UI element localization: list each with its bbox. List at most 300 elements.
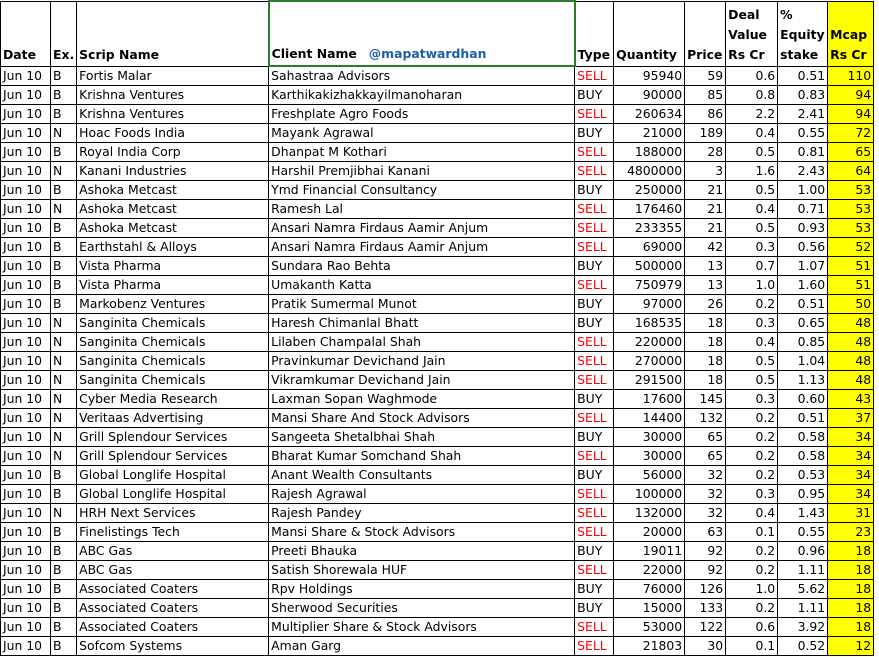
header-price: Price [685, 1, 726, 66]
cell-price: 132 [685, 409, 726, 428]
cell-scrip-name: Sofcom Systems [77, 637, 269, 656]
cell-equity-stake: 1.13 [778, 371, 828, 390]
cell-type: SELL [575, 485, 614, 504]
cell-scrip-name: Ashoka Metcast [77, 181, 269, 200]
cell-client-name: Anant Wealth Consultants [269, 466, 575, 485]
cell-equity-stake: 0.95 [778, 485, 828, 504]
cell-quantity: 21000 [614, 124, 685, 143]
cell-price: 18 [685, 371, 726, 390]
cell-equity-stake: 0.96 [778, 542, 828, 561]
table-row[interactable] [1, 162, 874, 181]
cell-client-name: Preeti Bhauka [269, 542, 575, 561]
table-header [1, 1, 874, 66]
cell-exchange: B [51, 181, 77, 200]
cell-quantity: 17600 [614, 390, 685, 409]
cell-quantity: 95940 [614, 66, 685, 86]
cell-client-name: Ramesh Lal [269, 200, 575, 219]
cell-scrip-name: Krishna Ventures [77, 86, 269, 105]
cell-mcap: 18 [828, 618, 874, 637]
cell-deal-value: 0.3 [726, 390, 778, 409]
cell-client-name: Freshplate Agro Foods [269, 105, 575, 124]
cell-client-name: Sangeeta Shetalbhai Shah [269, 428, 575, 447]
cell-date: Jun 10 [1, 618, 51, 637]
cell-date: Jun 10 [1, 314, 51, 333]
header-deal-value-line3: Rs Cr [728, 46, 765, 62]
cell-equity-stake: 0.55 [778, 124, 828, 143]
cell-exchange: B [51, 66, 77, 86]
cell-equity-stake: 0.51 [778, 295, 828, 314]
cell-deal-value: 0.3 [726, 238, 778, 257]
cell-mcap: 65 [828, 143, 874, 162]
cell-client-name: Sundara Rao Behta [269, 257, 575, 276]
cell-exchange: N [51, 124, 77, 143]
cell-price: 21 [685, 219, 726, 238]
cell-mcap: 53 [828, 200, 874, 219]
cell-mcap: 53 [828, 181, 874, 200]
table-row[interactable] [1, 66, 874, 86]
cell-type: SELL [575, 352, 614, 371]
cell-exchange: N [51, 390, 77, 409]
cell-quantity: 56000 [614, 466, 685, 485]
table-row[interactable] [1, 409, 874, 428]
cell-exchange: B [51, 276, 77, 295]
cell-scrip-name: Sanginita Chemicals [77, 333, 269, 352]
cell-exchange: B [51, 466, 77, 485]
table-row[interactable] [1, 238, 874, 257]
cell-scrip-name: Cyber Media Research [77, 390, 269, 409]
cell-deal-value: 2.2 [726, 105, 778, 124]
table-row[interactable] [1, 599, 874, 618]
cell-scrip-name: HRH Next Services [77, 504, 269, 523]
table-row[interactable] [1, 124, 874, 143]
cell-client-name: Ansari Namra Firdaus Aamir Anjum [269, 219, 575, 238]
cell-price: 126 [685, 580, 726, 599]
cell-scrip-name: Veritaas Advertising [77, 409, 269, 428]
cell-type: SELL [575, 504, 614, 523]
table-row[interactable] [1, 371, 874, 390]
cell-equity-stake: 0.58 [778, 428, 828, 447]
cell-equity-stake: 0.85 [778, 333, 828, 352]
cell-exchange: B [51, 485, 77, 504]
cell-client-name: Sahastraa Advisors [269, 66, 575, 86]
cell-equity-stake: 0.93 [778, 219, 828, 238]
table-row[interactable] [1, 504, 874, 523]
cell-deal-value: 0.2 [726, 428, 778, 447]
cell-scrip-name: Hoac Foods India [77, 124, 269, 143]
cell-price: 13 [685, 257, 726, 276]
cell-date: Jun 10 [1, 523, 51, 542]
cell-scrip-name: ABC Gas [77, 561, 269, 580]
cell-exchange: B [51, 86, 77, 105]
cell-deal-value: 0.8 [726, 86, 778, 105]
cell-type: SELL [575, 66, 614, 86]
cell-deal-value: 0.4 [726, 124, 778, 143]
header-equity-stake-line1: % [780, 6, 793, 22]
cell-price: 145 [685, 390, 726, 409]
table-row[interactable] [1, 219, 874, 238]
cell-exchange: N [51, 409, 77, 428]
cell-quantity: 15000 [614, 599, 685, 618]
cell-scrip-name: Sanginita Chemicals [77, 314, 269, 333]
cell-quantity: 168535 [614, 314, 685, 333]
cell-equity-stake: 0.52 [778, 637, 828, 656]
cell-scrip-name: Finelistings Tech [77, 523, 269, 542]
cell-client-name: Harshil Premjibhai Kanani [269, 162, 575, 181]
cell-equity-stake: 1.07 [778, 257, 828, 276]
cell-type: SELL [575, 333, 614, 352]
cell-deal-value: 0.1 [726, 523, 778, 542]
cell-quantity: 250000 [614, 181, 685, 200]
cell-exchange: B [51, 257, 77, 276]
table-row[interactable] [1, 428, 874, 447]
cell-exchange: B [51, 599, 77, 618]
cell-deal-value: 0.2 [726, 409, 778, 428]
table-row[interactable] [1, 485, 874, 504]
cell-date: Jun 10 [1, 504, 51, 523]
table-row[interactable] [1, 200, 874, 219]
cell-date: Jun 10 [1, 219, 51, 238]
cell-quantity: 188000 [614, 143, 685, 162]
cell-scrip-name: Fortis Malar [77, 66, 269, 86]
cell-client-name: Rajesh Pandey [269, 504, 575, 523]
cell-client-name: Sherwood Securities [269, 599, 575, 618]
cell-equity-stake: 0.56 [778, 238, 828, 257]
cell-date: Jun 10 [1, 447, 51, 466]
cell-scrip-name: Ashoka Metcast [77, 200, 269, 219]
table-row[interactable] [1, 352, 874, 371]
table-row[interactable] [1, 447, 874, 466]
cell-scrip-name: Markobenz Ventures [77, 295, 269, 314]
table-row[interactable] [1, 542, 874, 561]
cell-date: Jun 10 [1, 580, 51, 599]
header-client-label: Client Name [271, 46, 357, 61]
cell-quantity: 20000 [614, 523, 685, 542]
cell-mcap: 18 [828, 599, 874, 618]
cell-equity-stake: 0.60 [778, 390, 828, 409]
cell-quantity: 260634 [614, 105, 685, 124]
cell-deal-value: 1.0 [726, 276, 778, 295]
table-row[interactable] [1, 523, 874, 542]
cell-exchange: N [51, 371, 77, 390]
table-row[interactable] [1, 314, 874, 333]
cell-client-name: Dhanpat M Kothari [269, 143, 575, 162]
cell-client-name: Haresh Chimanlal Bhatt [269, 314, 575, 333]
table-row[interactable] [1, 105, 874, 124]
cell-deal-value: 0.2 [726, 295, 778, 314]
cell-deal-value: 0.5 [726, 371, 778, 390]
table-row[interactable] [1, 618, 874, 637]
cell-deal-value: 1.0 [726, 580, 778, 599]
cell-exchange: N [51, 428, 77, 447]
cell-date: Jun 10 [1, 295, 51, 314]
header-mcap-line1: Mcap [830, 26, 868, 42]
table-row[interactable] [1, 390, 874, 409]
cell-scrip-name: Krishna Ventures [77, 105, 269, 124]
header-exchange: Ex. [51, 1, 77, 66]
cell-client-name: Ansari Namra Firdaus Aamir Anjum [269, 238, 575, 257]
cell-date: Jun 10 [1, 390, 51, 409]
cell-price: 65 [685, 428, 726, 447]
cell-type: SELL [575, 409, 614, 428]
header-quantity: Quantity [614, 1, 685, 66]
cell-client-name: Pratik Sumermal Munot [269, 295, 575, 314]
cell-quantity: 19011 [614, 542, 685, 561]
cell-mcap: 110 [828, 66, 874, 86]
cell-exchange: N [51, 504, 77, 523]
cell-date: Jun 10 [1, 599, 51, 618]
cell-price: 21 [685, 200, 726, 219]
cell-price: 3 [685, 162, 726, 181]
cell-exchange: N [51, 352, 77, 371]
cell-price: 32 [685, 466, 726, 485]
cell-type: BUY [575, 466, 614, 485]
cell-mcap: 34 [828, 428, 874, 447]
cell-quantity: 90000 [614, 86, 685, 105]
cell-price: 92 [685, 542, 726, 561]
cell-price: 13 [685, 276, 726, 295]
cell-deal-value: 0.2 [726, 542, 778, 561]
cell-date: Jun 10 [1, 257, 51, 276]
twitter-handle: @mapatwardhan [368, 46, 487, 61]
cell-mcap: 34 [828, 485, 874, 504]
cell-mcap: 48 [828, 371, 874, 390]
header-mcap-line2: Rs Cr [830, 46, 867, 62]
table-row[interactable] [1, 276, 874, 295]
cell-exchange: B [51, 542, 77, 561]
table-row[interactable] [1, 637, 874, 656]
cell-equity-stake: 1.60 [778, 276, 828, 295]
cell-mcap: 51 [828, 257, 874, 276]
cell-quantity: 220000 [614, 333, 685, 352]
table-row[interactable] [1, 181, 874, 200]
cell-scrip-name: Sanginita Chemicals [77, 371, 269, 390]
cell-equity-stake: 0.58 [778, 447, 828, 466]
cell-mcap: 53 [828, 219, 874, 238]
table-row[interactable] [1, 295, 874, 314]
cell-client-name: Bharat Kumar Somchand Shah [269, 447, 575, 466]
cell-date: Jun 10 [1, 561, 51, 580]
cell-scrip-name: Grill Splendour Services [77, 428, 269, 447]
cell-deal-value: 0.2 [726, 561, 778, 580]
cell-price: 28 [685, 143, 726, 162]
cell-price: 18 [685, 352, 726, 371]
cell-type: SELL [575, 143, 614, 162]
cell-price: 65 [685, 447, 726, 466]
cell-date: Jun 10 [1, 637, 51, 656]
cell-equity-stake: 0.55 [778, 523, 828, 542]
cell-price: 86 [685, 105, 726, 124]
cell-exchange: B [51, 618, 77, 637]
cell-client-name: Karthikakizhakkayilmanoharan [269, 86, 575, 105]
table-row[interactable] [1, 333, 874, 352]
cell-mcap: 37 [828, 409, 874, 428]
cell-date: Jun 10 [1, 352, 51, 371]
header-client-name[interactable] [269, 1, 575, 66]
cell-mcap: 48 [828, 352, 874, 371]
cell-equity-stake: 1.00 [778, 181, 828, 200]
cell-type: BUY [575, 428, 614, 447]
cell-client-name: Rajesh Agrawal [269, 485, 575, 504]
cell-quantity: 53000 [614, 618, 685, 637]
cell-equity-stake: 3.92 [778, 618, 828, 637]
cell-mcap: 48 [828, 333, 874, 352]
cell-type: BUY [575, 390, 614, 409]
cell-exchange: N [51, 314, 77, 333]
cell-exchange: N [51, 447, 77, 466]
cell-mcap: 48 [828, 314, 874, 333]
cell-client-name: Laxman Sopan Waghmode [269, 390, 575, 409]
cell-deal-value: 0.1 [726, 637, 778, 656]
cell-quantity: 4800000 [614, 162, 685, 181]
cell-deal-value: 0.6 [726, 618, 778, 637]
cell-date: Jun 10 [1, 409, 51, 428]
cell-mcap: 18 [828, 561, 874, 580]
cell-exchange: N [51, 200, 77, 219]
cell-price: 32 [685, 504, 726, 523]
cell-quantity: 750979 [614, 276, 685, 295]
cell-client-name: Multiplier Share & Stock Advisors [269, 618, 575, 637]
cell-deal-value: 0.4 [726, 200, 778, 219]
cell-date: Jun 10 [1, 428, 51, 447]
cell-mcap: 34 [828, 466, 874, 485]
cell-deal-value: 0.5 [726, 352, 778, 371]
cell-date: Jun 10 [1, 485, 51, 504]
cell-date: Jun 10 [1, 66, 51, 86]
cell-exchange: B [51, 523, 77, 542]
cell-exchange: B [51, 295, 77, 314]
cell-client-name: Mayank Agrawal [269, 124, 575, 143]
cell-deal-value: 0.5 [726, 181, 778, 200]
cell-type: SELL [575, 618, 614, 637]
cell-scrip-name: Associated Coaters [77, 580, 269, 599]
cell-scrip-name: Royal India Corp [77, 143, 269, 162]
cell-type: BUY [575, 314, 614, 333]
cell-scrip-name: Associated Coaters [77, 618, 269, 637]
cell-mcap: 43 [828, 390, 874, 409]
cell-price: 85 [685, 86, 726, 105]
cell-client-name: Mansi Share & Stock Advisors [269, 523, 575, 542]
cell-type: BUY [575, 295, 614, 314]
cell-date: Jun 10 [1, 124, 51, 143]
cell-price: 42 [685, 238, 726, 257]
cell-mcap: 50 [828, 295, 874, 314]
cell-equity-stake: 1.04 [778, 352, 828, 371]
cell-client-name: Mansi Share And Stock Advisors [269, 409, 575, 428]
table-row[interactable] [1, 86, 874, 105]
cell-date: Jun 10 [1, 143, 51, 162]
cell-equity-stake: 0.51 [778, 66, 828, 86]
cell-price: 21 [685, 181, 726, 200]
cell-type: SELL [575, 200, 614, 219]
cell-type: SELL [575, 447, 614, 466]
table-row[interactable] [1, 580, 874, 599]
cell-price: 26 [685, 295, 726, 314]
cell-mcap: 31 [828, 504, 874, 523]
cell-date: Jun 10 [1, 200, 51, 219]
cell-scrip-name: Kanani Industries [77, 162, 269, 181]
cell-exchange: B [51, 637, 77, 656]
cell-deal-value: 0.5 [726, 143, 778, 162]
header-equity-stake [778, 1, 828, 66]
cell-client-name: Satish Shorewala HUF [269, 561, 575, 580]
cell-scrip-name: Global Longlife Hospital [77, 485, 269, 504]
cell-quantity: 14400 [614, 409, 685, 428]
cell-date: Jun 10 [1, 181, 51, 200]
cell-mcap: 72 [828, 124, 874, 143]
cell-exchange: B [51, 238, 77, 257]
cell-mcap: 23 [828, 523, 874, 542]
cell-type: BUY [575, 580, 614, 599]
cell-mcap: 18 [828, 580, 874, 599]
header-row [1, 1, 874, 66]
cell-date: Jun 10 [1, 86, 51, 105]
header-type: Type [575, 1, 614, 66]
cell-mcap: 12 [828, 637, 874, 656]
cell-type: SELL [575, 238, 614, 257]
table-row[interactable] [1, 466, 874, 485]
cell-type: BUY [575, 542, 614, 561]
cell-type: BUY [575, 257, 614, 276]
cell-exchange: B [51, 580, 77, 599]
cell-deal-value: 0.2 [726, 466, 778, 485]
cell-deal-value: 0.7 [726, 257, 778, 276]
cell-type: SELL [575, 561, 614, 580]
cell-equity-stake: 5.62 [778, 580, 828, 599]
cell-scrip-name: ABC Gas [77, 542, 269, 561]
cell-client-name: Pravinkumar Devichand Jain [269, 352, 575, 371]
cell-equity-stake: 0.71 [778, 200, 828, 219]
cell-equity-stake: 2.43 [778, 162, 828, 181]
cell-deal-value: 0.5 [726, 219, 778, 238]
cell-price: 30 [685, 637, 726, 656]
cell-exchange: B [51, 143, 77, 162]
cell-quantity: 233355 [614, 219, 685, 238]
cell-scrip-name: Sanginita Chemicals [77, 352, 269, 371]
cell-deal-value: 0.4 [726, 333, 778, 352]
cell-deal-value: 0.2 [726, 447, 778, 466]
cell-scrip-name: Vista Pharma [77, 276, 269, 295]
cell-date: Jun 10 [1, 466, 51, 485]
cell-equity-stake: 0.51 [778, 409, 828, 428]
cell-scrip-name: Associated Coaters [77, 599, 269, 618]
cell-mcap: 64 [828, 162, 874, 181]
cell-type: SELL [575, 523, 614, 542]
cell-scrip-name: Ashoka Metcast [77, 219, 269, 238]
cell-price: 122 [685, 618, 726, 637]
cell-type: SELL [575, 105, 614, 124]
header-deal-value [726, 1, 778, 66]
cell-quantity: 132000 [614, 504, 685, 523]
header-deal-value-line1: Deal [728, 6, 760, 22]
header-scrip-name: Scrip Name [77, 1, 269, 66]
cell-deal-value: 1.6 [726, 162, 778, 181]
cell-type: BUY [575, 181, 614, 200]
cell-client-name: Rpv Holdings [269, 580, 575, 599]
table-row[interactable] [1, 561, 874, 580]
cell-price: 92 [685, 561, 726, 580]
cell-quantity: 176460 [614, 200, 685, 219]
cell-quantity: 100000 [614, 485, 685, 504]
cell-type: SELL [575, 371, 614, 390]
table-row[interactable] [1, 143, 874, 162]
cell-quantity: 30000 [614, 447, 685, 466]
cell-quantity: 69000 [614, 238, 685, 257]
header-equity-stake-line3: stake [780, 46, 819, 62]
table-row[interactable] [1, 257, 874, 276]
cell-mcap: 34 [828, 447, 874, 466]
cell-date: Jun 10 [1, 238, 51, 257]
cell-price: 18 [685, 333, 726, 352]
